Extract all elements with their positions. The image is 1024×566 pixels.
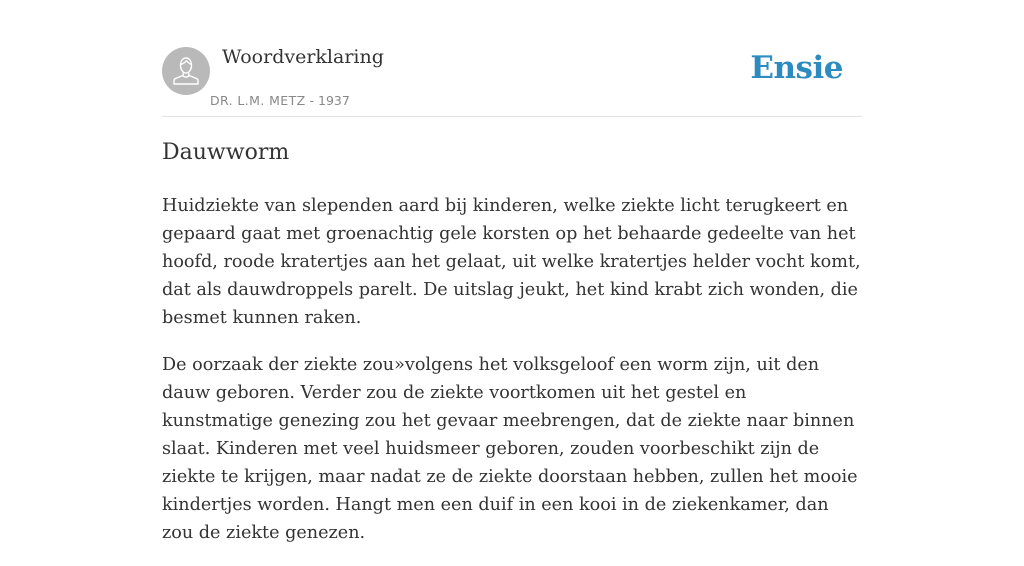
entry-definition bbox=[162, 192, 862, 566]
ensie-logo[interactable]: Ensie bbox=[750, 50, 843, 86]
definition-paragraph: De oorzaak der ziekte zou»volgens het volksgeloof een worm zijn, uit den dauw geboren. Verder zou de ziekte voortkomen uit het gestel en kunstmatige genezing zou het gevaar meebrengen, dat de ziekte naar binnen slaat. Kinderen met veel huidsmeer geboren, zouden voorbeschikt zijn de ziekte te krijgen, maar nadat ze de ziekte doorstaan hebben, zullen het mooie kindertjes worden. Hangt men een duif in een kooi in de ziekenkamer, dan zou de ziekte genezen. bbox=[162, 355, 858, 543]
definition-paragraph: Huidziekte van slependen aard bij kinderen, welke ziekte licht terugkeert en gepaard gaat met groenachtig gele korsten op het behaarde gedeelte van het hoofd, roode kratertjes aan het gelaat, uit welke kratertjes helder vocht komt, dat als dauwdroppels parelt. De uitslag jeukt, het kind krabt zich wonden, die besmet kunnen raken. bbox=[162, 196, 861, 328]
source-title[interactable]: Woordverklaring bbox=[222, 46, 384, 68]
user-silhouette-icon bbox=[162, 47, 210, 95]
author-name[interactable]: DR. L.M. METZ bbox=[210, 93, 306, 108]
author-avatar[interactable] bbox=[162, 47, 210, 95]
source-meta bbox=[210, 93, 350, 108]
meta-separator: - bbox=[305, 93, 319, 108]
page bbox=[162, 0, 862, 543]
entry-term: Dauwworm bbox=[162, 140, 290, 165]
publication-year: 1937 bbox=[318, 93, 350, 108]
entry-header bbox=[162, 0, 862, 117]
